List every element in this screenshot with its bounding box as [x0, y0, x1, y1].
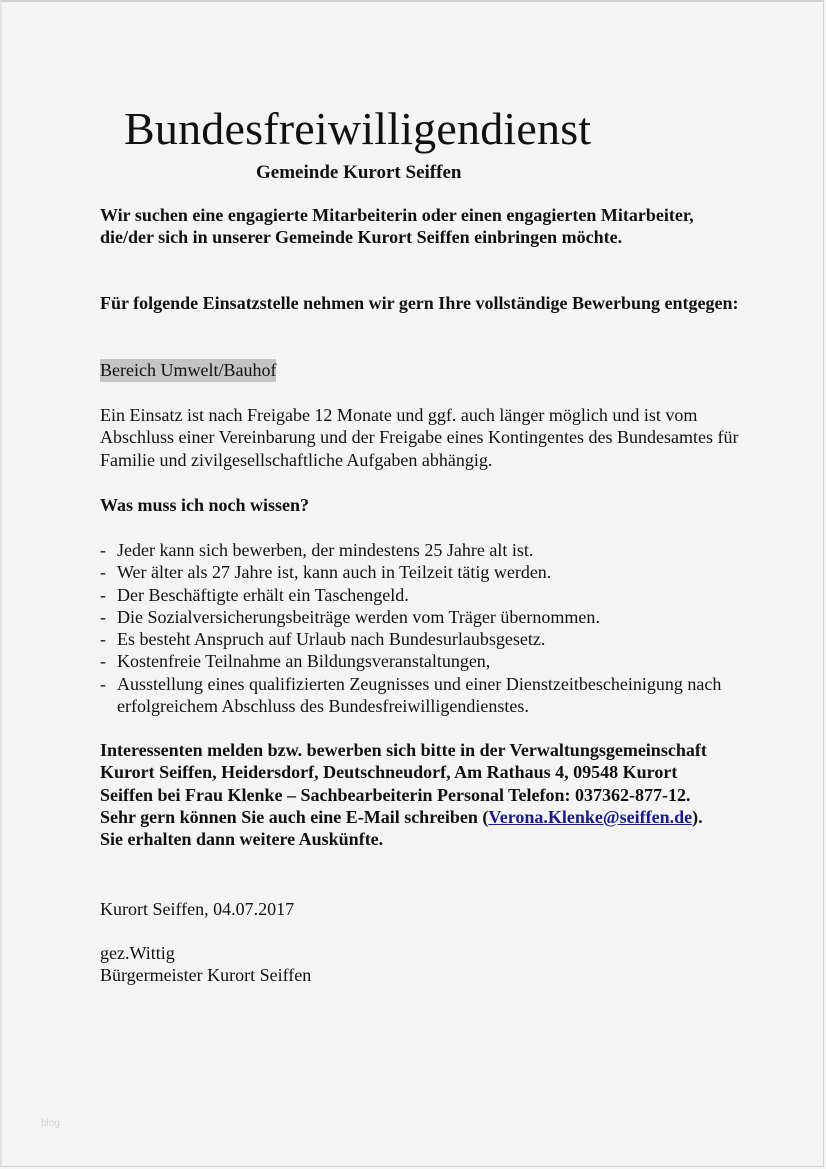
email-link[interactable]: Verona.Klenke@seiffen.de — [488, 806, 693, 827]
bullet-marker: - — [100, 584, 106, 605]
place-date: Kurort Seiffen, 04.07.2017 — [100, 899, 295, 919]
bullet-item — [100, 628, 760, 650]
position-intro-paragraph: Für folgende Einsatzstelle nehmen wir gern Ihre vollständige Bewerbung entgegen: — [100, 293, 739, 313]
contact-paragraph — [100, 739, 725, 850]
description-paragraph: Ein Einsatz ist nach Freigabe 12 Monate und ggf. auch länger möglich und ist vom Abschluss einer Vereinbarung und der Freigabe eines Kontingentes des Bundesamtes für Familie und zivilgesellschaftliche Aufgaben abhängig. — [100, 405, 739, 470]
bullet-text: Kostenfreie Teilnahme an Bildungsveranstaltungen, — [117, 651, 491, 672]
intro-paragraph: Wir suchen eine engagierte Mitarbeiterin oder einen engagierten Mitarbeiter, die/der sich in unserer Gemeinde Kurort Seiffen einbringen möchte. — [100, 205, 694, 248]
signatory-role: Bürgermeister Kurort Seiffen — [100, 965, 312, 985]
contact-text-after: ). Sie erhalten dann weitere Auskünfte. — [100, 806, 703, 850]
bullet-text: Es besteht Anspruch auf Urlaub nach Bundesurlaubsgesetz. — [117, 629, 546, 650]
document-subtitle: Gemeinde Kurort Seiffen — [256, 162, 462, 183]
bullet-item — [100, 673, 760, 718]
bullet-text: Der Beschäftigte erhält ein Taschengeld. — [117, 584, 409, 605]
bullet-item — [100, 606, 760, 628]
bullet-item — [100, 650, 760, 672]
bullet-text: Ausstellung eines qualifizierten Zeugnisses und einer Dienstzeitbescheinigung nach erfolgreichem Abschluss des Bundesfreiwilligendienstes. — [117, 673, 722, 717]
bullet-marker: - — [100, 562, 106, 583]
bullet-item — [100, 561, 760, 583]
bullet-item — [100, 539, 760, 561]
bullet-text: Die Sozialversicherungsbeiträge werden vom Träger übernommen. — [117, 606, 600, 627]
bullet-marker: - — [100, 673, 106, 694]
document-title: Bundesfreiwilligendienst — [124, 103, 592, 154]
bullet-marker: - — [100, 629, 106, 650]
info-bullet-list — [100, 539, 760, 717]
bullet-text: Jeder kann sich bewerben, der mindestens 25 Jahre alt ist. — [117, 540, 534, 560]
position-highlight: Bereich Umwelt/Bauhof — [100, 360, 277, 380]
bullet-item — [100, 584, 760, 606]
bullet-marker: - — [100, 540, 106, 560]
bullet-marker: - — [100, 651, 106, 672]
info-heading: Was muss ich noch wissen? — [100, 495, 310, 515]
watermark: blog — [41, 1118, 60, 1129]
bullet-marker: - — [100, 606, 106, 627]
signature: gez.Wittig — [100, 943, 175, 963]
contact-text-before: Interessenten melden bzw. bewerben sich bitte in der Verwaltungsgemeinschaft Kurort Seiffen, Heidersdorf, Deutschneudorf, Am Rathaus 4, 09548 Kurort Seiffen bei Frau Klenke – Sachbearbeiterin Personal Telefon: 037362-877-12. Sehr gern können Sie auch eine E-Mail schreiben ( — [100, 740, 707, 827]
position-paragraph — [100, 359, 740, 381]
bullet-text: Wer älter als 27 Jahre ist, kann auch in Teilzeit tätig werden. — [117, 562, 552, 583]
